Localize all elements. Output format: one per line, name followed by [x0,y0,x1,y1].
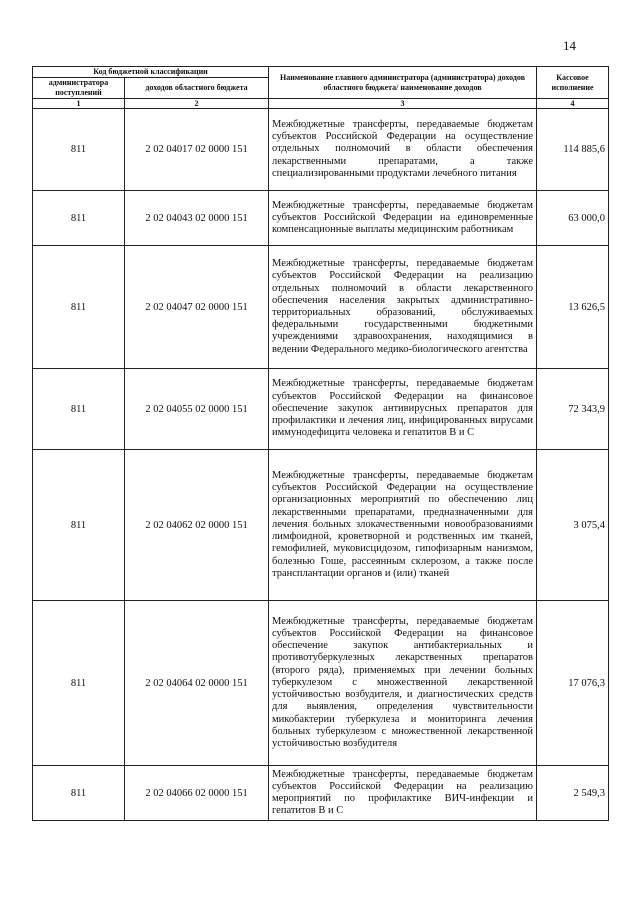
cell-code: 2 02 04064 02 0000 151 [125,601,269,766]
cell-code: 2 02 04047 02 0000 151 [125,246,269,369]
header-name: Наименование главного администратора (администратора) доходов областного бюджета/ наименование доходов [269,67,537,99]
cell-name: Межбюджетные трансферты, передаваемые бюджетам субъектов Российской Федерации на финансовое обеспечение закупок антивирусных препаратов для профилактики и лечения лиц, инфицированных вирусами иммунодефицита человека и гепатитов B и C [269,369,537,450]
table-row [33,766,609,821]
header-budget-classification: Код бюджетной классификации [33,67,269,78]
header-amount: Кассовое исполнение [537,67,609,99]
cell-name: Межбюджетные трансферты, передаваемые бюджетам субъектов Российской Федерации на осуществление организационных мероприятий по обеспечению лиц лекарственными препаратами, предназначенными для лечения больных злокачественными новообразованиями лимфоидной, кроветворной и родственных им тканей, гемофилией, муковисцидозом, гипофизарным нанизмом, болезнью Гоше, рассеянным склерозом, а также после трансплантации органов и (или) тканей [269,450,537,601]
cell-admin: 811 [33,450,125,601]
header-code: доходов областного бюджета [125,78,269,99]
header-admin: администратора поступлений [33,78,125,99]
page-number: 14 [563,38,576,53]
cell-name: Межбюджетные трансферты, передаваемые бюджетам субъектов Российской Федерации на финансовое обеспечение закупок антибактериальных и противотуберкулезных лекарственных препаратов (второго ряда), применяемых при лечении больных туберкулезом с множественной лекарственной устойчивостью возбудителя, и диагностических средств для выявления, определения чувствительности микобактерии туберкулеза и мониторинга лечения больных туберкулезом с множественной лекарственной устойчивостью возбудителя [269,601,537,766]
cell-name: Межбюджетные трансферты, передаваемые бюджетам субъектов Российской Федерации на реализацию мероприятий по профилактике ВИЧ-инфекции и гепатитов B и C [269,766,537,821]
cell-admin: 811 [33,109,125,191]
header-num-2: 2 [125,99,269,109]
table-row [33,450,609,601]
cell-admin: 811 [33,246,125,369]
cell-name: Межбюджетные трансферты, передаваемые бюджетам субъектов Российской Федерации на осуществление отдельных полномочий в области обеспечения лекарственными препаратами, а также специализированными продуктами лечебного питания [269,109,537,191]
header-num-3: 3 [269,99,537,109]
cell-code: 2 02 04062 02 0000 151 [125,450,269,601]
header-num-4: 4 [537,99,609,109]
cell-amount: 3 075,4 [537,450,609,601]
table-row [33,369,609,450]
table-row [33,191,609,246]
cell-code: 2 02 04055 02 0000 151 [125,369,269,450]
cell-name: Межбюджетные трансферты, передаваемые бюджетам субъектов Российской Федерации на единовременные компенсационные выплаты медицинским работникам [269,191,537,246]
header-num-1: 1 [33,99,125,109]
cell-code: 2 02 04017 02 0000 151 [125,109,269,191]
cell-amount: 63 000,0 [537,191,609,246]
cell-amount: 17 076,3 [537,601,609,766]
table-row [33,246,609,369]
cell-admin: 811 [33,766,125,821]
cell-code: 2 02 04043 02 0000 151 [125,191,269,246]
cell-amount: 13 626,5 [537,246,609,369]
cell-admin: 811 [33,601,125,766]
table-row [33,601,609,766]
cell-amount: 114 885,6 [537,109,609,191]
cell-amount: 72 343,9 [537,369,609,450]
cell-name: Межбюджетные трансферты, передаваемые бюджетам субъектов Российской Федерации на реализацию отдельных полномочий в области лекарственного обеспечения населения закрытых административно-территориальных образований, обслуживаемых федеральными государственными бюджетными учреждениями здравоохранения, находящимися в ведении Федерального медико-биологического агентства [269,246,537,369]
cell-admin: 811 [33,369,125,450]
budget-revenue-table [32,66,609,821]
cell-code: 2 02 04066 02 0000 151 [125,766,269,821]
cell-amount: 2 549,3 [537,766,609,821]
table-row [33,109,609,191]
cell-admin: 811 [33,191,125,246]
